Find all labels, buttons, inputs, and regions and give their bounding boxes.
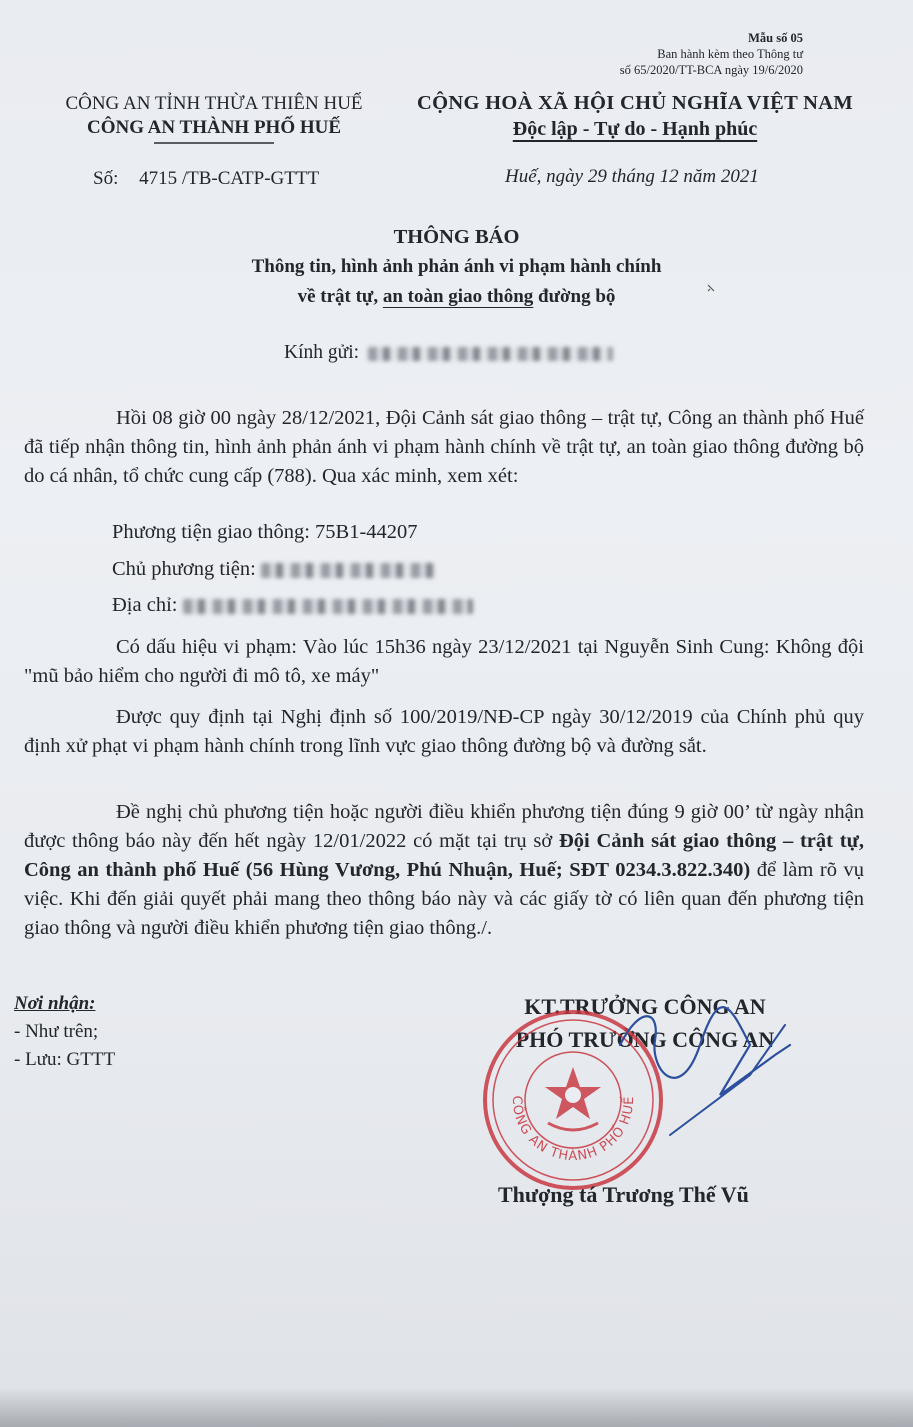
subtitle-part-b: an toàn giao thông [382, 286, 534, 307]
redacted-address [183, 599, 473, 614]
form-issued-line1: Ban hành kèm theo Thông tư [657, 47, 803, 61]
vehicle-line [112, 521, 418, 544]
redacted-recipient [368, 347, 613, 361]
receivers-title: Nơi nhận: [14, 993, 96, 1014]
document-title: THÔNG BÁO [393, 226, 520, 248]
receivers-block [14, 990, 115, 1074]
paragraph-request [24, 798, 864, 943]
seal-text: CÔNG AN THÀNH PHỐ HUẾ [508, 1095, 638, 1165]
redacted-owner-name [261, 563, 436, 578]
vehicle-label: Phương tiện giao thông: [112, 521, 316, 543]
signer-authority: KT.TRƯỞNG CÔNG AN [524, 994, 766, 1019]
address-line [112, 594, 473, 617]
request-text-a: Đề nghị chủ phương tiện hoặc người điều khiển phương tiện đúng 9 giờ 00’ từ ngày nhận được thông báo này đến hết ngày 12/01/2022 có mặt tại trụ sở [24, 801, 864, 852]
request-text-c: để làm rõ vụ việc. Khi đến giải quyết phải mang theo thông báo này và các giấy tờ có liên quan đến phương tiện giao thông và người điều khiển phương tiện giao thông./. [24, 859, 864, 939]
country-name: CỘNG HOÀ XÃ HỘI CHỦ NGHĨA VIỆT NAM [417, 92, 853, 114]
vehicle-plate: 75B1-44207 [315, 521, 418, 543]
receiver-item: - Lưu: GTTT [14, 1049, 116, 1070]
owner-label: Chủ phương tiện: [112, 558, 261, 580]
document-subtitle-1: Thông tin, hình ảnh phản ánh vi phạm hành chính [251, 256, 662, 277]
place-date: Huế, ngày 29 tháng 12 năm 2021 [505, 166, 759, 187]
national-header [415, 90, 855, 142]
form-number-block [620, 30, 803, 78]
handwritten-signature [600, 985, 800, 1145]
signer-position: PHÓ TRƯỞNG CÔNG AN [515, 1027, 775, 1052]
document-number-label: Số: [93, 168, 119, 189]
signer-name: Thượng tá Trương Thế Vũ [498, 1182, 749, 1207]
issuing-organization [44, 92, 384, 140]
owner-line [112, 558, 436, 581]
org-name: CÔNG AN THÀNH PHỐ HUẾ [86, 117, 342, 138]
national-motto: Độc lập - Tự do - Hạnh phúc [512, 118, 758, 140]
recipient-label: Kính gửi: [284, 342, 360, 363]
form-issued-line2: số 65/2020/TT-BCA ngày 19/6/2020 [619, 63, 803, 77]
receiver-item: - Như trên; [14, 1021, 99, 1042]
address-label: Địa chỉ: [112, 594, 183, 616]
page-shadow [0, 1387, 913, 1427]
org-parent: CÔNG AN TỈNH THỪA THIÊN HUẾ [65, 93, 363, 114]
document-title-block [100, 222, 813, 312]
pen-mark [706, 283, 716, 293]
subtitle-part-c: đường bộ [533, 286, 616, 307]
paragraph-intro: Hồi 08 giờ 00 ngày 28/12/2021, Đội Cảnh sát giao thông – trật tự, Công an thành phố Huế đã tiếp nhận thông tin, hình ảnh phản ánh vi phạm hành chính về trật tự, an toàn giao thông đường bộ do cá nhân, tổ chức cung cấp (788). Qua xác minh, xem xét: [24, 407, 864, 487]
document-number-value: 4715 /TB-CATP-GTTT [139, 168, 320, 189]
request-office: Đội Cảnh sát giao thông – trật tự, Công an thành phố Huế (56 Hùng Vương, Phú Nhuận, Huế; SĐT 0234.3.822.340) [24, 830, 864, 881]
org-underline [154, 141, 274, 147]
paragraph-legal-basis: Được quy định tại Nghị định số 100/2019/NĐ-CP ngày 30/12/2019 của Chính phủ quy định xử phạt vi phạm hành chính trong lĩnh vực giao thông đường bộ và đường sắt. [24, 706, 864, 757]
recipient-line [284, 342, 613, 364]
paragraph-violation: Có dấu hiệu vi phạm: Vào lúc 15h36 ngày 23/12/2021 tại Nguyễn Sinh Cung: Không đội "mũ bảo hiểm cho người đi mô tô, xe máy" [24, 636, 864, 687]
subtitle-part-a: về trật tự, [297, 286, 383, 307]
document-number [93, 168, 319, 190]
form-number: Mẫu số 05 [748, 31, 803, 45]
